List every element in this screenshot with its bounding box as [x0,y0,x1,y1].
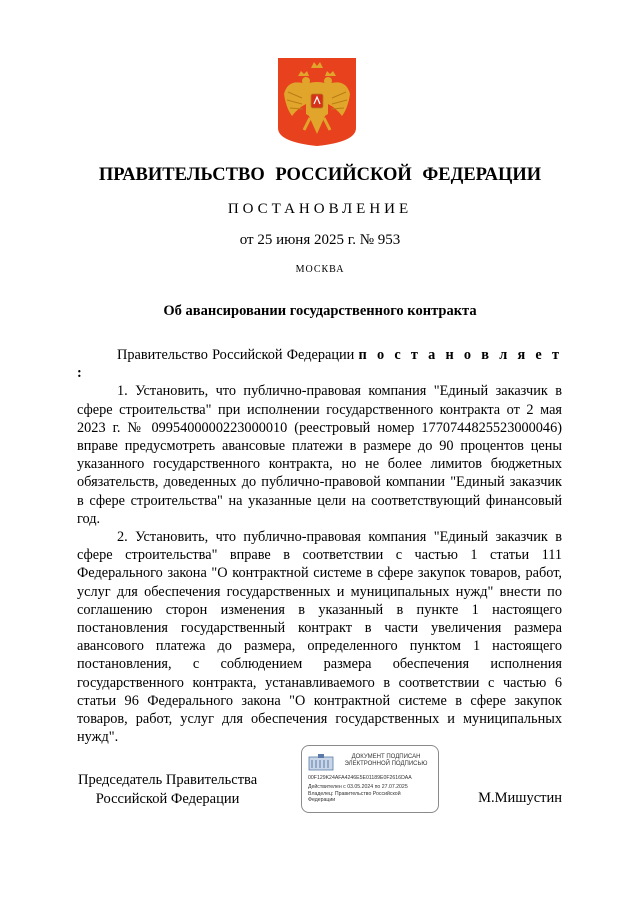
document-subject: Об авансировании государственного контракта [163,303,477,319]
document-body [77,346,562,746]
stamp-heading-line-2: ЭЛЕКТРОННОЙ ПОДПИСЬЮ [344,761,428,767]
document-type: ПОСТАНОВЛЕНИЕ [227,201,413,217]
government-title: ПРАВИТЕЛЬСТВО РОССИЙСКОЙ ФЕДЕРАЦИИ [98,165,542,185]
stamp-heading-line-1: ДОКУМЕНТ ПОДПИСАН [351,754,421,760]
coat-of-arms-icon [276,56,358,148]
certificate-number: 00F129K24AFA4246E5E01189E0F2616DAA [308,775,412,781]
signatory-name: М.Мишустин [478,790,562,806]
signatory-position-line-2: Российской Федерации [95,791,240,807]
electronic-signature-stamp [301,745,439,813]
building-icon [308,753,334,771]
validity-period: Действителен с 03.05.2024 по 27.07.2025 [308,784,408,790]
document-date-number: от 25 июня 2025 г. № 953 [239,232,401,248]
signatory-position [78,771,257,809]
decree-verb: п о с т а н о в л я е т : [77,347,562,382]
paragraph-2: 2. Установить, что публично-правовая компания "Единый заказчик в сфере строительства" вправе в соответствии с частью 1 статьи 111 Федерального закона "О контрактной системе в сфере закупок товаров, работ, услуг для обеспечения государственных и муниципальных нужд" внести по соглашению сторон изменения в указанный в пункте 1 настоящего постановления государственный контракт в части увеличения размера авансового платежа до размера, определенного пунктом 1 настоящего постановления, с соблюдением размера обеспечения исполнения государственного контракта, устанавливаемого в соответствии с частью 6 статьи 96 Федерального закона "О контрактной системе в сфере закупок товаров, работ, услуг для обеспечения государственных и муниципальных нужд". [77,529,562,746]
owner-line-1: Владелец: Правительство Российской [308,791,401,797]
paragraph-1: 1. Установить, что публично-правовая компания "Единый заказчик в сфере строительства" при исполнении государственного контракта от 2 мая 2023 г. № 0995400000223000010 (реестровый номер 1770744825523000046) вправе предусмотреть авансовые платежи в размере до 90 процентов цены указанного государственного контракта, но не более лимитов бюджетных обязательств, доведенных до публично-правовой компании "Единый заказчик в сфере строительства" на указанные цели на соответствующий финансовый год. [77,383,562,527]
city: МОСКВА [295,264,345,275]
signatory-position-line-1: Председатель Правительства [78,772,258,788]
stamp-heading [336,754,436,768]
owner-line-2: Федерации [308,797,336,803]
intro-paragraph [77,346,562,382]
intro-text: Правительство Российской Федерации [117,347,359,363]
